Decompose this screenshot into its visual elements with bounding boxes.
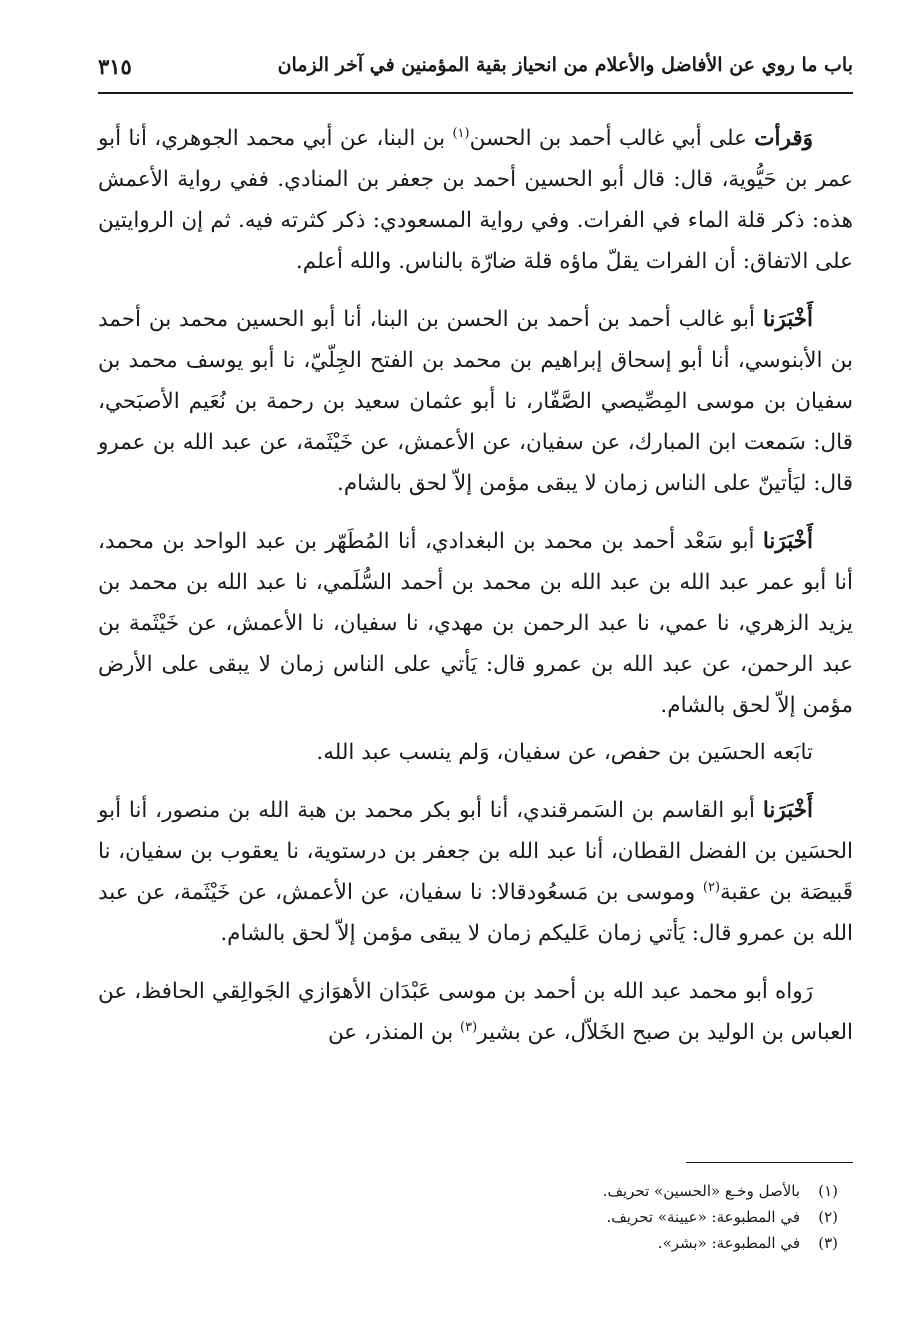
paragraph-text: وموسى بن مَسعُودقالا: نا سفيان، عن الأعمش، عن خَيْثَمة، عن عبد الله بن عمرو قال: يَأتي زمان عَليكم زمان لا يبقى مؤمن إلاّ لحق بالشام. (98, 880, 853, 946)
footnotes (98, 1178, 838, 1256)
paragraph-text: أبو سَعْد أحمد بن محمد بن البغدادي، أنا المُطَهّر بن عبد الواحد بن محمد، أنا أبو عمر عبد الله بن عبد الله بن محمد بن أحمد السُّلَمي، نا عبد الله بن محمد بن يزيد الزهري، نا عمي، نا عبد الرحمن بن مهدي، نا سفيان، نا الأعمش، عن خَيْثَمة بن عبد الرحمن، عن عبد الله بن عمرو قال: يَأتي على الناس زمان لا يبقى على الأرض مؤمن إلاّ لحق بالشام. (98, 529, 853, 718)
footnote-text: في المطبوعة: «بشر». (657, 1234, 800, 1252)
paragraph-text: أبو القاسم بن السَمرقندي، أنا أبو بكر محمد بن هبة الله بن منصور، أنا أبو الحسَين بن الفضل القطان، أنا عبد الله بن جعفر بن درستوية، نا يعقوب بن سفيان، نا قَبيصَة بن عقبة (98, 798, 854, 905)
footnote-ref-2[interactable]: (٢) (702, 879, 721, 895)
paragraph-lead: أَخْبَرَنا (762, 307, 813, 332)
paragraph-text: تابَعه الحسَين بن حفص، عن سفيان، وَلم ينسب عبد الله. (316, 740, 813, 765)
footnote-number: (١) (818, 1182, 838, 1200)
footnote-divider (686, 1162, 853, 1163)
paragraph-6 (98, 971, 853, 1053)
paragraph-3 (98, 521, 853, 726)
footnote-1 (98, 1178, 838, 1204)
footnote-text: في المطبوعة: «عيينة» تحريف. (606, 1208, 800, 1226)
footnote-3 (98, 1230, 838, 1256)
footnote-number: (٢) (818, 1208, 838, 1226)
paragraph-lead: وَقرأت (754, 126, 814, 151)
paragraph-text: بن البنا، عن أبي محمد الجوهري، أنا أبو عمر بن حَيُّوية، قال: قال أبو الحسين أحمد بن جعفر بن المنادي. ففي رواية الأعمش هذه: ذكر قلة الماء في الفرات. وفي رواية المسعودي: ذكر كثرته فيه. ثم إن الروايتين على الاتفاق: أن الفرات يقلّ ماؤه قلة ضارّة بالناس. والله أعلم. (98, 126, 853, 274)
footnote-ref-3[interactable]: (٣) (460, 1019, 478, 1035)
running-header (98, 54, 853, 94)
paragraph-text: أبو غالب أحمد بن أحمد بن الحسن بن البنا، أنا أبو الحسين محمد بن أحمد بن الأبنوسي، أنا أبو إسحاق إبراهيم بن محمد بن الفتح الجِلّيّ، نا أبو يوسف محمد بن سفيان بن موسى المِصِّيصي الصَّفّار، نا أبو عثمان سعيد بن رحمة بن نُعَيم الأصبَحي، قال: سَمعت ابن المبارك، عن سفيان، عن الأعمش، عن خَيْثَمة، عن عبد الله بن عمرو قال: ليَأتينّ على الناس زمان لا يبقى مؤمن إلاّ لحق بالشام. (98, 307, 853, 496)
footnote-text: بالأصل وخـع «الحسين» تحريف. (602, 1182, 800, 1200)
chapter-title: باب ما روي عن الأفاضل والأعلام من انحياز بقية المؤمنين في آخر الزمان (277, 54, 853, 76)
header-divider (98, 92, 853, 94)
paragraph-text: بن المنذر، عن (327, 1020, 461, 1045)
footnote-2 (98, 1204, 838, 1230)
paragraph-4 (98, 732, 853, 773)
paragraph-1 (98, 118, 853, 282)
page-number: ٣١٥ (98, 54, 132, 79)
paragraph-text: على أبي غالب أحمد بن الحسن (469, 126, 755, 151)
paragraph-2 (98, 299, 853, 504)
main-text (98, 118, 853, 1070)
paragraph-lead: أَخْبَرَنا (762, 798, 813, 823)
paragraph-5 (98, 790, 853, 954)
paragraph-lead: أَخْبَرَنا (762, 529, 813, 554)
footnote-number: (٣) (818, 1234, 838, 1252)
footnote-ref-1[interactable]: (١) (452, 125, 470, 141)
paragraph-text: رَواه أبو محمد عبد الله بن أحمد بن موسى عَبْدَان الأهوَازي الجَوالِقي الحافظ، عن العباس بن الوليد بن صبح الخَلاّل، عن بشير (98, 979, 853, 1045)
